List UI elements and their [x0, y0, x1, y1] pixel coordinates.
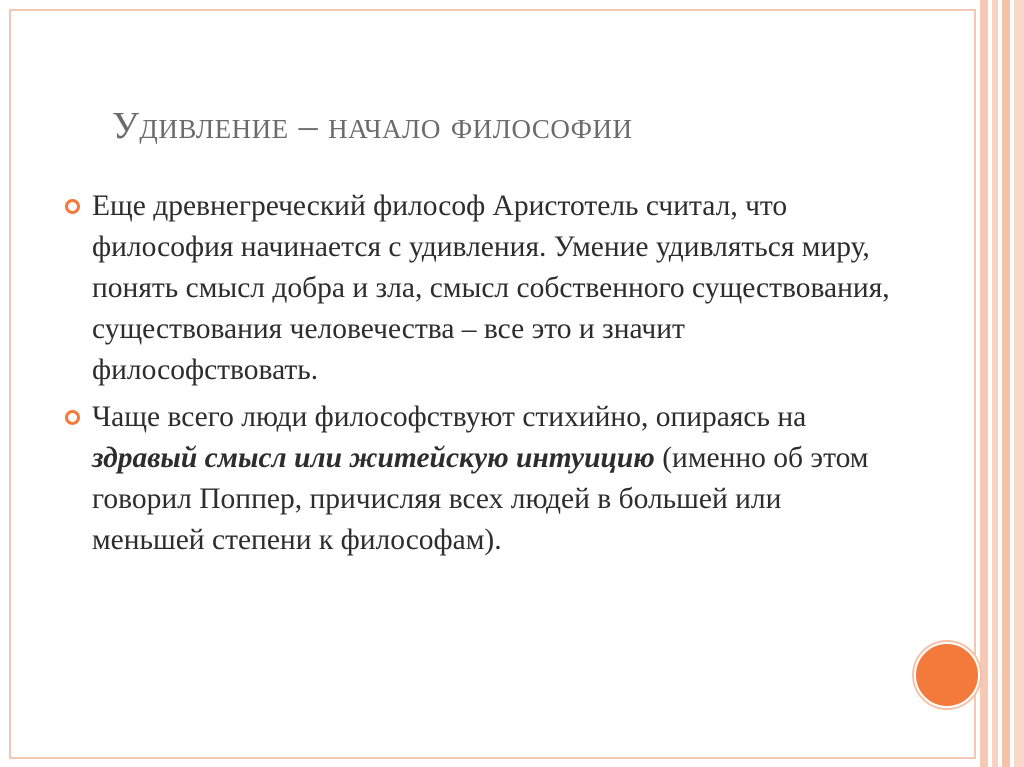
orange-circle-icon	[914, 642, 980, 708]
bullet-item	[60, 186, 890, 391]
emphasized-text: здравый смысл или житейскую интуицию	[92, 442, 655, 474]
bullet-text: (именно об этом говорил Поппер, причисляя всех людей в большей или меньшей степени к философам).	[92, 442, 869, 556]
stripe	[980, 0, 988, 767]
stripe	[1014, 0, 1024, 767]
ring-bullet-icon	[65, 410, 80, 425]
bullet-text: Еще древнегреческий философ Аристотель считал, что философия начинается с удивления. Умение удивляться миру, понять смысл добра и зла, смысл собственного существования, существования человечества – все это и значит философствовать.	[92, 190, 890, 386]
slide-title: Удивление – начало философии	[112, 105, 633, 147]
ring-bullet-icon	[65, 199, 80, 214]
bullet-text: Чаще всего люди философствуют стихийно, опираясь на	[92, 401, 807, 433]
slide-content	[60, 186, 890, 567]
decorative-stripes	[980, 0, 1024, 767]
bullet-item	[60, 397, 890, 561]
stripe	[1002, 0, 1010, 767]
stripe	[992, 0, 998, 767]
